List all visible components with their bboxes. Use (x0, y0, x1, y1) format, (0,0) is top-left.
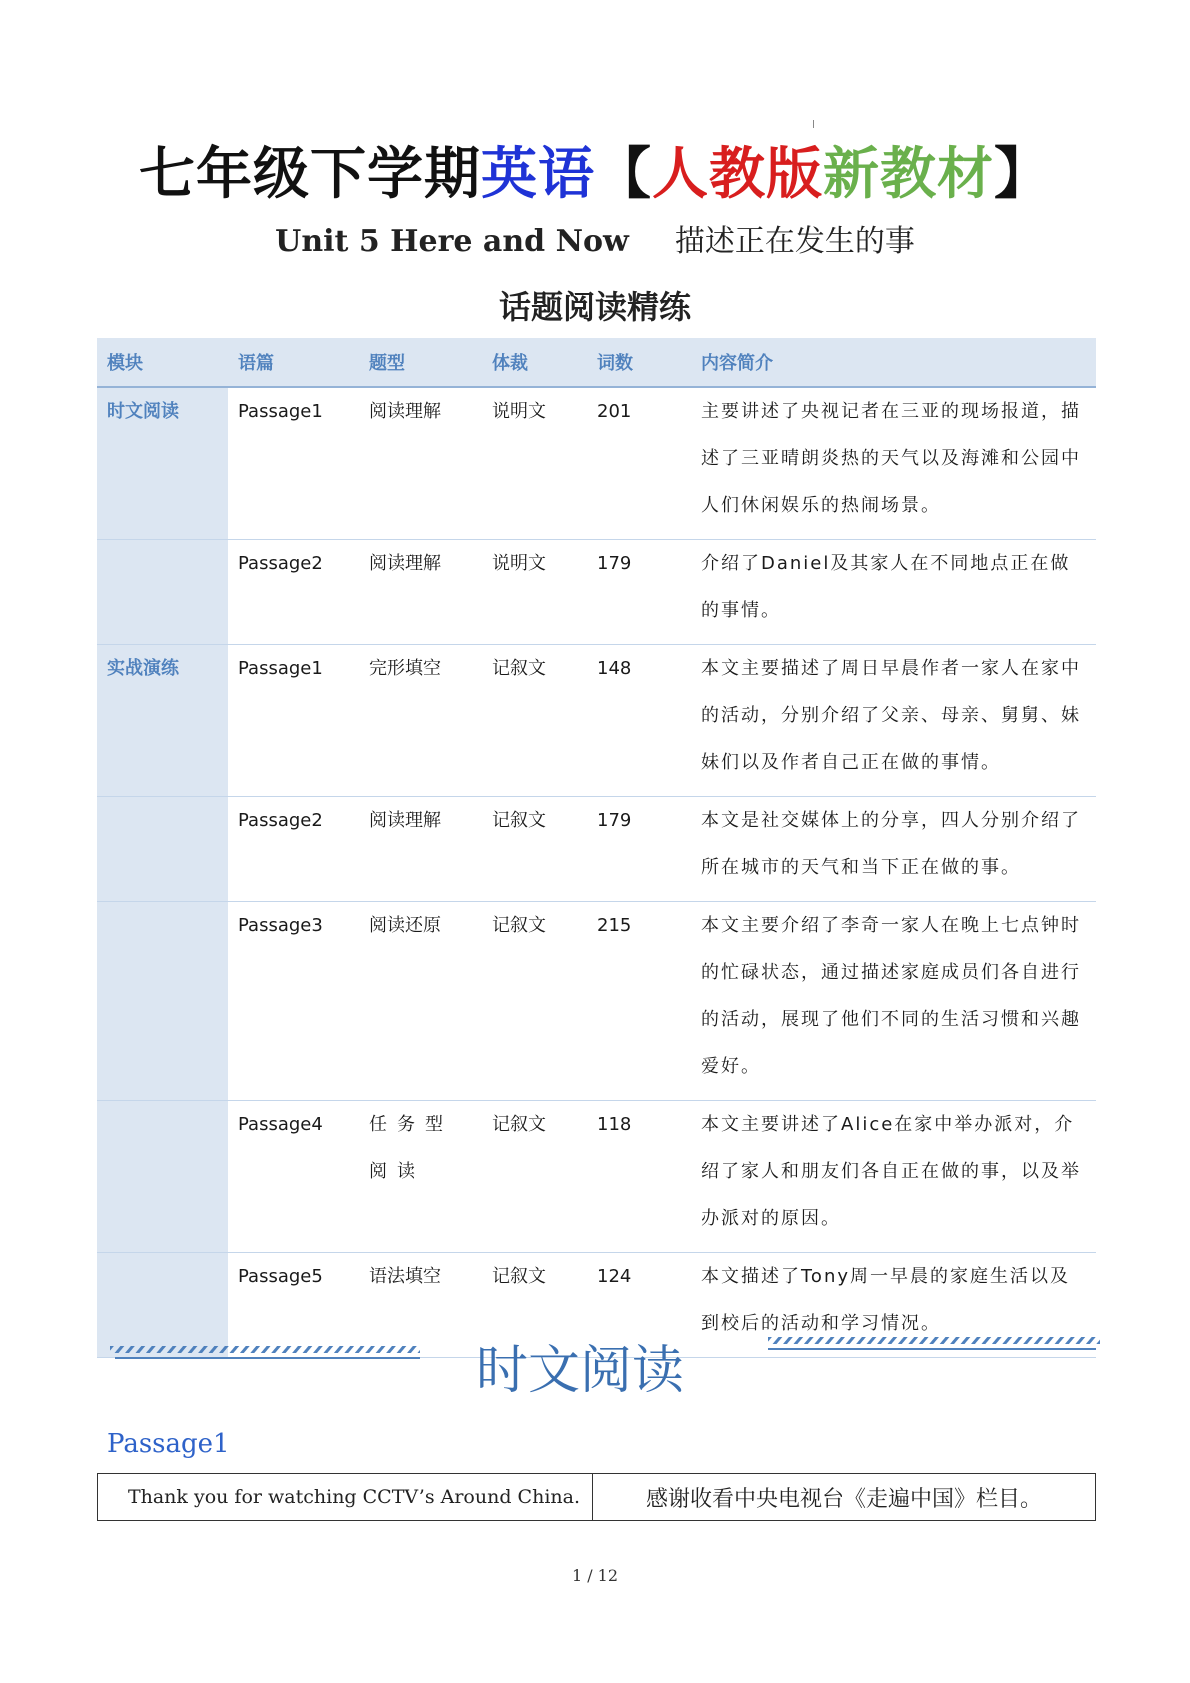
type-cell: 阅读还原 (359, 902, 482, 1101)
module-cell (97, 540, 228, 645)
genre-cell: 说明文 (482, 540, 587, 645)
type-cell: 阅读理解 (359, 540, 482, 645)
table-row (97, 387, 1096, 540)
reading-section-title: 时文阅读 (475, 1341, 684, 1401)
words-cell: 124 (587, 1253, 691, 1358)
summary-cell: 主要讲述了央视记者在三亚的现场报道，描述了三亚晴朗炎热的天气以及海滩和公园中人们休闲娱乐的热闹场景。 (691, 387, 1096, 540)
module-cell (97, 902, 228, 1101)
words-cell: 201 (587, 387, 691, 540)
summary-cell: 本文是社交媒体上的分享，四人分别介绍了所在城市的天气和当下正在做的事。 (691, 797, 1096, 902)
english-sentence: Thank you for watching CCTV’s Around China. (98, 1474, 593, 1521)
words-cell: 118 (587, 1101, 691, 1253)
module-cell (97, 1101, 228, 1253)
header-words: 词数 (587, 338, 691, 387)
title-bracket-open: 【 (595, 142, 652, 207)
header-genre: 体裁 (482, 338, 587, 387)
section-title: 话题阅读精练 (498, 288, 691, 326)
title-part-grade: 七年级下学期 (139, 142, 481, 207)
passage-cell: Passage1 (228, 645, 359, 797)
passage-cell: Passage3 (228, 902, 359, 1101)
summary-cell: 本文主要描述了周日早晨作者一家人在家中的活动，分别介绍了父亲、母亲、舅舅、妹妹们以及作者自己正在做的事情。 (691, 645, 1096, 797)
table-row (97, 645, 1096, 797)
passage-label: Passage1 (107, 1429, 230, 1459)
table-row (97, 902, 1096, 1101)
type-cell: 阅读理解 (359, 387, 482, 540)
type-cell: 任务型阅读 (359, 1101, 482, 1253)
page-number: 1 / 12 (571, 1566, 619, 1585)
summary-cell: 介绍了Daniel及其家人在不同地点正在做的事情。 (691, 540, 1096, 645)
words-cell: 179 (587, 540, 691, 645)
words-cell: 215 (587, 902, 691, 1101)
header-type: 题型 (359, 338, 482, 387)
overview-table (97, 338, 1096, 1358)
header-module: 模块 (97, 338, 228, 387)
genre-cell: 记叙文 (482, 797, 587, 902)
type-cell: 语法填空 (359, 1253, 482, 1358)
header-summary: 内容简介 (691, 338, 1096, 387)
passage-cell: Passage2 (228, 540, 359, 645)
module-cell: 实战演练 (97, 645, 228, 797)
title-part-new-textbook: 新教材 (823, 142, 994, 207)
passage-cell: Passage1 (228, 387, 359, 540)
genre-cell: 记叙文 (482, 1253, 587, 1358)
passage-cell: Passage5 (228, 1253, 359, 1358)
type-cell: 阅读理解 (359, 797, 482, 902)
summary-cell: 本文主要讲述了Alice在家中举办派对，介绍了家人和朋友们各自正在做的事，以及举办派对的原因。 (691, 1101, 1096, 1253)
module-cell (97, 797, 228, 902)
type-cell: 完形填空 (359, 645, 482, 797)
table-row (97, 797, 1096, 902)
table-row (97, 1101, 1096, 1253)
genre-cell: 记叙文 (482, 1101, 587, 1253)
title-part-publisher: 人教版 (652, 142, 823, 207)
bilingual-table (97, 1473, 1096, 1521)
table-row (97, 540, 1096, 645)
unit-topic: 描述正在发生的事 (674, 224, 915, 259)
overview-header-row (97, 338, 1096, 387)
module-cell: 时文阅读 (97, 387, 228, 540)
title-bracket-close: 】 (994, 142, 1051, 207)
words-cell: 179 (587, 797, 691, 902)
summary-cell: 本文主要介绍了李奇一家人在晚上七点钟时的忙碌状态，通过描述家庭成员们各自进行的活动，展现了他们不同的生活习惯和兴趣爱好。 (691, 902, 1096, 1101)
genre-cell: 记叙文 (482, 645, 587, 797)
unit-subtitle (0, 222, 1190, 262)
header-passage: 语篇 (228, 338, 359, 387)
passage-cell: Passage2 (228, 797, 359, 902)
stray-mark (813, 120, 814, 128)
unit-name: Unit 5 Here and Now (275, 224, 629, 259)
genre-cell: 说明文 (482, 387, 587, 540)
summary-cell: 本文描述了Tony周一早晨的家庭生活以及到校后的活动和学习情况。 (691, 1253, 1096, 1358)
title-part-subject: 英语 (481, 142, 595, 207)
table-row (98, 1474, 1096, 1521)
words-cell: 148 (587, 645, 691, 797)
chinese-translation: 感谢收看中央电视台《走遍中国》栏目。 (593, 1474, 1096, 1521)
passage-cell: Passage4 (228, 1101, 359, 1253)
genre-cell: 记叙文 (482, 902, 587, 1101)
document-title (0, 140, 1190, 210)
